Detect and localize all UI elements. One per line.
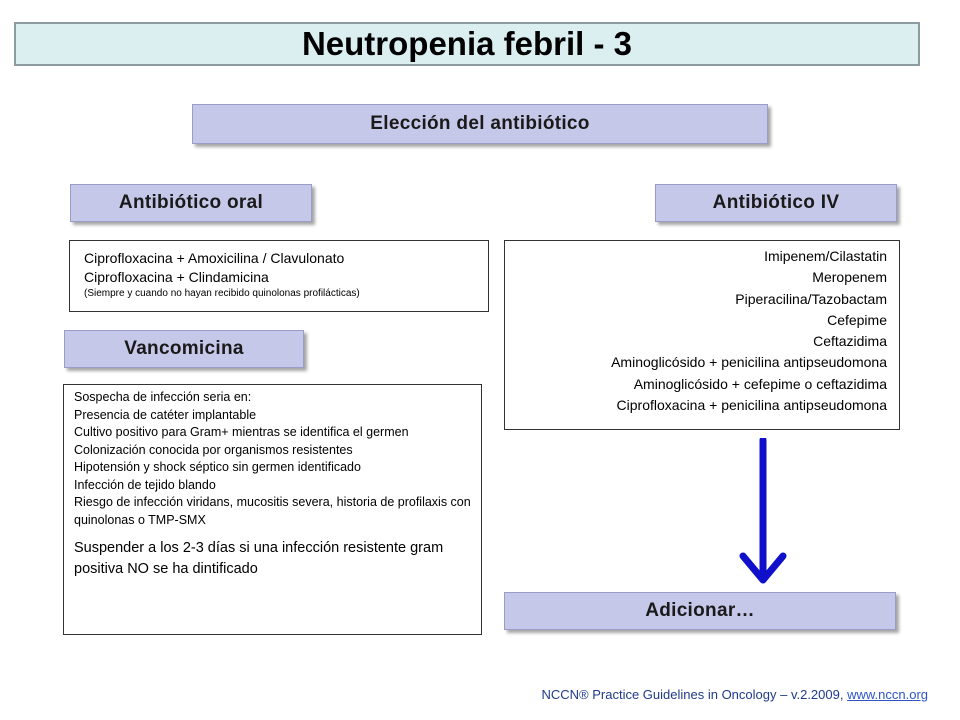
list-item: Ceftazidima — [813, 333, 887, 350]
add-header: Adicionar… — [504, 592, 896, 630]
list-item: Hipotensión y shock séptico sin germen identificado — [74, 460, 361, 474]
vancomicina-header: Vancomicina — [64, 330, 304, 368]
list-item: Aminoglicósido + penicilina antipseudomona — [611, 354, 887, 371]
list-item: Piperacilina/Tazobactam — [735, 290, 887, 307]
antibiotic-choice-header: Elección del antibiótico — [192, 104, 768, 144]
source-text: NCCN® Practice Guidelines in Oncology – v.2.2009, — [541, 687, 848, 702]
list-item: Infección de tejido blando — [74, 477, 216, 492]
list-item: Meropenem — [812, 269, 887, 286]
list-item: Ciprofloxacina + Amoxicilina / Clavulonato — [84, 250, 345, 266]
down-arrow-icon — [735, 438, 791, 588]
oral-antibiotic-list — [69, 240, 489, 312]
list-item: Imipenem/Cilastatin — [764, 248, 887, 264]
source-citation — [455, 687, 928, 702]
list-item: Cultivo positivo para Gram+ mientras se identifica el germen — [74, 425, 409, 439]
list-item: Colonización conocida por organismos resistentes — [74, 442, 353, 457]
page-title: Neutropenia febril - 3 — [14, 22, 920, 66]
iv-antibiotic-header: Antibiótico IV — [655, 184, 897, 222]
source-link[interactable]: www.nccn.org — [847, 687, 928, 702]
oral-antibiotic-header: Antibiótico oral — [70, 184, 312, 222]
list-item: Cefepime — [827, 311, 887, 328]
suspend-note: Suspender a los 2-3 días si una infección resistente gram positiva NO se ha dintificado — [74, 540, 444, 577]
list-item: Presencia de catéter implantable — [74, 407, 257, 422]
list-item: Sospecha de infección seria en: — [74, 390, 252, 404]
oral-note: (Siempre y cuando no hayan recibido quinolonas profilácticas) — [84, 288, 360, 299]
list-item: Ciprofloxacina + penicilina antipseudomona — [616, 397, 887, 414]
iv-antibiotic-list — [504, 240, 900, 430]
list-item: Aminoglicósido + cefepime o ceftazidima — [633, 375, 887, 392]
list-item: Ciprofloxacina + Clindamicina — [84, 269, 269, 285]
list-item: Riesgo de infección viridans, mucositis severa, historia de profilaxis con quinolonas o TMP-SMX — [74, 495, 471, 527]
vancomicina-indications — [63, 384, 482, 635]
